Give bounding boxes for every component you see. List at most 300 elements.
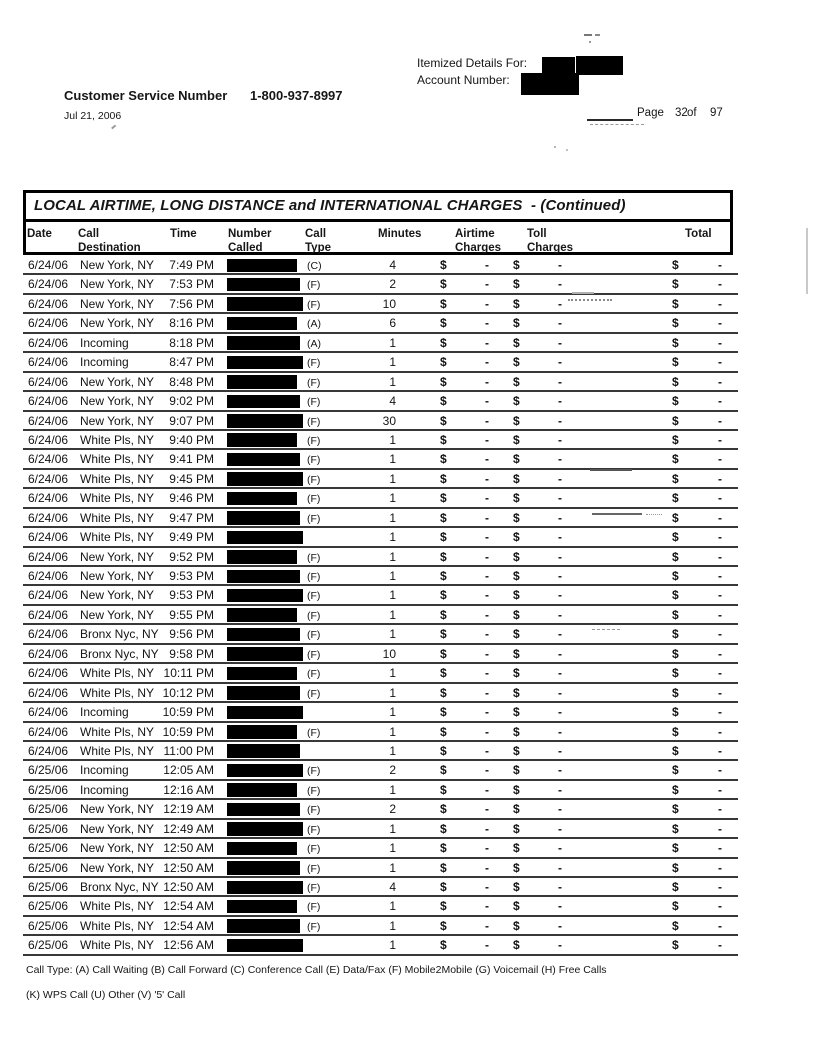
cell-total-amount: - bbox=[718, 316, 722, 331]
table-row bbox=[23, 548, 738, 567]
table-row bbox=[23, 878, 738, 897]
cell-toll-amount: - bbox=[558, 743, 562, 758]
cell-call-destination: White Pls, NY bbox=[80, 743, 155, 758]
cell-airtime-currency: $ bbox=[440, 938, 447, 953]
cell-call-type: (A) bbox=[307, 318, 321, 331]
cell-total-currency: $ bbox=[672, 510, 679, 525]
cell-toll-amount: - bbox=[558, 510, 562, 525]
cell-call-type: (F) bbox=[307, 843, 321, 856]
cell-date: 6/24/06 bbox=[28, 646, 69, 661]
redacted-number-bar bbox=[227, 764, 303, 778]
cell-toll-amount: - bbox=[558, 394, 562, 409]
table-column-headers bbox=[26, 222, 730, 255]
cell-date: 6/24/06 bbox=[28, 627, 69, 642]
cell-minutes: 10 bbox=[382, 646, 396, 661]
cell-total-currency: $ bbox=[672, 549, 679, 564]
table-title: LOCAL AIRTIME, LONG DISTANCE and INTERNATIONAL CHARGES - (Continued) bbox=[26, 193, 730, 222]
cell-call-destination: White Pls, NY bbox=[80, 899, 155, 914]
cell-airtime-amount: - bbox=[485, 841, 489, 856]
cell-time: 9:41 PM bbox=[169, 452, 214, 467]
cell-toll-amount: - bbox=[558, 899, 562, 914]
cell-call-destination: White Pls, NY bbox=[80, 452, 155, 467]
scan-artifact bbox=[566, 149, 568, 151]
cell-time: 9:58 PM bbox=[169, 646, 214, 661]
cell-call-destination: Bronx Nyc, NY bbox=[80, 646, 159, 661]
cell-airtime-amount: - bbox=[485, 335, 489, 350]
cell-call-destination: Incoming bbox=[80, 782, 129, 797]
cell-airtime-currency: $ bbox=[440, 335, 447, 350]
cell-minutes: 2 bbox=[389, 277, 396, 292]
cell-time: 7:53 PM bbox=[169, 277, 214, 292]
cell-toll-currency: $ bbox=[513, 666, 520, 681]
cell-toll-currency: $ bbox=[513, 880, 520, 894]
cell-call-type: (F) bbox=[307, 882, 321, 894]
cell-minutes: 1 bbox=[389, 355, 396, 370]
cell-toll-amount: - bbox=[558, 316, 562, 331]
cell-total-currency: $ bbox=[672, 355, 679, 370]
cell-toll-currency: $ bbox=[513, 918, 520, 933]
cell-time: 10:11 PM bbox=[163, 666, 214, 681]
cell-date: 6/24/06 bbox=[28, 316, 69, 331]
cell-call-type: (F) bbox=[307, 298, 321, 311]
cell-call-type: (F) bbox=[307, 512, 321, 525]
cell-toll-amount: - bbox=[558, 530, 562, 545]
cell-airtime-amount: - bbox=[485, 258, 489, 272]
statement-date: Jul 21, 2006 bbox=[64, 110, 122, 122]
cell-toll-amount: - bbox=[558, 355, 562, 370]
cell-minutes: 1 bbox=[389, 724, 396, 739]
cell-airtime-currency: $ bbox=[440, 258, 447, 272]
table-row bbox=[23, 859, 738, 878]
redacted-number-bar bbox=[227, 356, 303, 370]
charges-table-header-box bbox=[23, 190, 733, 255]
cell-date: 6/24/06 bbox=[28, 452, 69, 467]
cell-call-destination: Incoming bbox=[80, 335, 129, 350]
redacted-number-bar bbox=[227, 686, 300, 700]
cell-time: 9:53 PM bbox=[169, 588, 214, 603]
cell-minutes: 1 bbox=[389, 432, 396, 447]
cell-toll-currency: $ bbox=[513, 782, 520, 797]
redacted-number-bar bbox=[227, 628, 300, 642]
cell-airtime-currency: $ bbox=[440, 471, 447, 486]
cell-call-type: (F) bbox=[307, 726, 321, 739]
cell-airtime-amount: - bbox=[485, 296, 489, 311]
cell-date: 6/25/06 bbox=[28, 821, 69, 836]
cell-toll-amount: - bbox=[558, 918, 562, 933]
cell-total-amount: - bbox=[718, 860, 722, 875]
cell-total-amount: - bbox=[718, 899, 722, 914]
scan-artifact bbox=[584, 34, 592, 36]
cell-airtime-amount: - bbox=[485, 277, 489, 292]
cell-call-destination: White Pls, NY bbox=[80, 918, 155, 933]
cell-airtime-currency: $ bbox=[440, 355, 447, 370]
cell-total-amount: - bbox=[718, 880, 722, 894]
cell-minutes: 1 bbox=[389, 452, 396, 467]
cell-toll-amount: - bbox=[558, 277, 562, 292]
cell-call-destination: New York, NY bbox=[80, 802, 155, 817]
cell-time: 10:12 PM bbox=[162, 685, 214, 700]
cell-minutes: 2 bbox=[389, 802, 396, 817]
cell-call-type: (F) bbox=[307, 765, 321, 778]
redacted-number-bar bbox=[227, 317, 297, 331]
cell-call-destination: White Pls, NY bbox=[80, 666, 155, 681]
cell-airtime-currency: $ bbox=[440, 646, 447, 661]
cell-toll-currency: $ bbox=[513, 569, 520, 583]
cell-airtime-amount: - bbox=[485, 491, 489, 506]
cell-airtime-amount: - bbox=[485, 355, 489, 370]
cell-minutes: 1 bbox=[389, 627, 396, 642]
cell-airtime-amount: - bbox=[485, 782, 489, 797]
cell-minutes: 1 bbox=[389, 860, 396, 875]
cell-call-destination: New York, NY bbox=[80, 277, 155, 292]
cell-toll-amount: - bbox=[558, 705, 562, 720]
scan-artifact bbox=[111, 125, 116, 129]
redacted-number-bar bbox=[227, 706, 303, 720]
cell-total-amount: - bbox=[718, 355, 722, 370]
cell-airtime-amount: - bbox=[485, 918, 489, 933]
cell-total-amount: - bbox=[718, 743, 722, 758]
cell-time: 12:50 AM bbox=[163, 841, 214, 856]
table-row bbox=[23, 917, 738, 936]
cell-airtime-currency: $ bbox=[440, 627, 447, 642]
cell-total-currency: $ bbox=[672, 374, 679, 389]
cell-total-amount: - bbox=[718, 432, 722, 447]
cell-airtime-currency: $ bbox=[440, 918, 447, 933]
cell-time: 9:53 PM bbox=[169, 569, 214, 583]
scan-artifact bbox=[590, 469, 632, 471]
redacted-number-bar bbox=[227, 259, 297, 273]
cell-total-amount: - bbox=[718, 491, 722, 506]
cell-total-currency: $ bbox=[672, 452, 679, 467]
cell-call-type: (F) bbox=[307, 862, 321, 875]
cell-airtime-amount: - bbox=[485, 666, 489, 681]
cell-date: 6/25/06 bbox=[28, 880, 69, 894]
cell-minutes: 1 bbox=[389, 607, 396, 622]
cell-airtime-amount: - bbox=[485, 432, 489, 447]
table-row bbox=[23, 412, 738, 431]
cell-toll-amount: - bbox=[558, 588, 562, 603]
cell-minutes: 1 bbox=[389, 782, 396, 797]
cell-date: 6/24/06 bbox=[28, 705, 69, 720]
cell-airtime-amount: - bbox=[485, 588, 489, 603]
table-row bbox=[23, 392, 738, 411]
cell-date: 6/24/06 bbox=[28, 394, 69, 409]
scan-artifact bbox=[589, 41, 591, 43]
redacted-number-bar bbox=[227, 395, 300, 409]
cell-call-destination: Incoming bbox=[80, 763, 129, 778]
cell-call-type: (F) bbox=[307, 901, 321, 914]
cell-airtime-amount: - bbox=[485, 705, 489, 720]
redacted-customer-name-bar bbox=[576, 56, 623, 75]
cell-total-amount: - bbox=[718, 335, 722, 350]
redacted-number-bar bbox=[227, 725, 297, 739]
cell-toll-amount: - bbox=[558, 549, 562, 564]
cell-minutes: 1 bbox=[389, 569, 396, 583]
redacted-number-bar bbox=[227, 608, 297, 622]
cell-toll-currency: $ bbox=[513, 685, 520, 700]
col-header-minutes: Minutes bbox=[378, 228, 422, 240]
cell-date: 6/25/06 bbox=[28, 763, 69, 778]
table-row bbox=[23, 703, 738, 722]
cell-toll-currency: $ bbox=[513, 277, 520, 292]
cell-call-destination: White Pls, NY bbox=[80, 938, 155, 953]
cell-toll-currency: $ bbox=[513, 938, 520, 953]
cell-total-amount: - bbox=[718, 452, 722, 467]
cell-toll-currency: $ bbox=[513, 296, 520, 311]
cell-airtime-currency: $ bbox=[440, 374, 447, 389]
redacted-number-bar bbox=[227, 919, 300, 933]
cell-time: 12:50 AM bbox=[163, 860, 214, 875]
cell-airtime-amount: - bbox=[485, 860, 489, 875]
scan-artifact bbox=[646, 514, 662, 515]
cell-time: 9:55 PM bbox=[169, 607, 214, 622]
cell-time: 12:19 AM bbox=[163, 802, 214, 817]
cell-total-currency: $ bbox=[672, 666, 679, 681]
cell-total-currency: $ bbox=[672, 335, 679, 350]
cell-toll-amount: - bbox=[558, 646, 562, 661]
cell-date: 6/24/06 bbox=[28, 685, 69, 700]
cell-minutes: 1 bbox=[389, 510, 396, 525]
cell-time: 8:47 PM bbox=[169, 355, 214, 370]
cell-date: 6/24/06 bbox=[28, 335, 69, 350]
cell-call-type: (F) bbox=[307, 784, 321, 797]
cell-airtime-amount: - bbox=[485, 724, 489, 739]
cell-call-type: (F) bbox=[307, 473, 321, 486]
cell-airtime-currency: $ bbox=[440, 880, 447, 894]
cell-total-currency: $ bbox=[672, 569, 679, 583]
cell-total-amount: - bbox=[718, 394, 722, 409]
cell-call-destination: New York, NY bbox=[80, 588, 155, 603]
cell-time: 12:54 AM bbox=[163, 918, 214, 933]
col-header-call-destination: Call Destination bbox=[78, 228, 141, 254]
table-row bbox=[23, 586, 738, 605]
cell-call-destination: New York, NY bbox=[80, 841, 155, 856]
cell-toll-currency: $ bbox=[513, 258, 520, 272]
redacted-number-bar bbox=[227, 472, 303, 486]
cell-total-amount: - bbox=[718, 802, 722, 817]
redacted-number-bar bbox=[227, 783, 297, 797]
col-header-number-called: Number Called bbox=[228, 228, 272, 254]
cell-toll-amount: - bbox=[558, 627, 562, 642]
cell-airtime-currency: $ bbox=[440, 705, 447, 720]
cell-toll-amount: - bbox=[558, 880, 562, 894]
cell-minutes: 6 bbox=[389, 316, 396, 331]
cell-time: 9:46 PM bbox=[169, 491, 214, 506]
cell-call-destination: Incoming bbox=[80, 355, 129, 370]
cell-total-currency: $ bbox=[672, 607, 679, 622]
cell-total-currency: $ bbox=[672, 296, 679, 311]
cell-airtime-amount: - bbox=[485, 821, 489, 836]
cell-date: 6/24/06 bbox=[28, 607, 69, 622]
cell-toll-currency: $ bbox=[513, 627, 520, 642]
cell-toll-currency: $ bbox=[513, 316, 520, 331]
table-row bbox=[23, 684, 738, 703]
cell-airtime-currency: $ bbox=[440, 569, 447, 583]
cell-toll-amount: - bbox=[558, 413, 562, 428]
table-row bbox=[23, 314, 738, 333]
cell-toll-currency: $ bbox=[513, 899, 520, 914]
page-number: 32 bbox=[675, 107, 688, 119]
table-row bbox=[23, 897, 738, 916]
cell-call-destination: New York, NY bbox=[80, 316, 155, 331]
cell-call-type: (F) bbox=[307, 454, 321, 467]
cell-call-destination: White Pls, NY bbox=[80, 724, 155, 739]
cell-time: 9:52 PM bbox=[169, 549, 214, 564]
table-row bbox=[23, 761, 738, 780]
cell-total-currency: $ bbox=[672, 530, 679, 545]
cell-date: 6/24/06 bbox=[28, 724, 69, 739]
cell-airtime-currency: $ bbox=[440, 743, 447, 758]
col-header-date: Date bbox=[27, 228, 52, 240]
cell-total-currency: $ bbox=[672, 763, 679, 778]
cell-minutes: 1 bbox=[389, 899, 396, 914]
cell-airtime-amount: - bbox=[485, 899, 489, 914]
cell-total-amount: - bbox=[718, 471, 722, 486]
cell-airtime-currency: $ bbox=[440, 296, 447, 311]
table-rows bbox=[23, 256, 738, 956]
cell-total-currency: $ bbox=[672, 627, 679, 642]
cell-call-destination: New York, NY bbox=[80, 549, 155, 564]
cell-total-currency: $ bbox=[672, 277, 679, 292]
cell-date: 6/24/06 bbox=[28, 569, 69, 583]
cell-call-type: (F) bbox=[307, 434, 321, 447]
cell-call-type: (F) bbox=[307, 493, 321, 506]
cell-airtime-currency: $ bbox=[440, 510, 447, 525]
cell-total-amount: - bbox=[718, 938, 722, 953]
cell-toll-currency: $ bbox=[513, 452, 520, 467]
cell-toll-currency: $ bbox=[513, 743, 520, 758]
cell-minutes: 1 bbox=[389, 471, 396, 486]
scan-artifact bbox=[568, 299, 612, 301]
redacted-number-bar bbox=[227, 414, 303, 428]
customer-service-label: Customer Service Number bbox=[64, 88, 228, 103]
cell-total-amount: - bbox=[718, 258, 722, 272]
cell-total-amount: - bbox=[718, 685, 722, 700]
table-row bbox=[23, 936, 738, 955]
cell-airtime-currency: $ bbox=[440, 899, 447, 914]
cell-airtime-currency: $ bbox=[440, 724, 447, 739]
cell-call-destination: White Pls, NY bbox=[80, 491, 155, 506]
cell-minutes: 1 bbox=[389, 821, 396, 836]
cell-minutes: 1 bbox=[389, 549, 396, 564]
cell-toll-currency: $ bbox=[513, 549, 520, 564]
cell-toll-amount: - bbox=[558, 782, 562, 797]
table-row bbox=[23, 664, 738, 683]
cell-toll-amount: - bbox=[558, 569, 562, 583]
cell-call-type: (F) bbox=[307, 590, 321, 603]
cell-date: 6/24/06 bbox=[28, 743, 69, 758]
cell-call-type: (F) bbox=[307, 920, 321, 933]
redacted-number-bar bbox=[227, 861, 300, 875]
cell-total-currency: $ bbox=[672, 646, 679, 661]
cell-call-type: (F) bbox=[307, 396, 321, 409]
cell-total-currency: $ bbox=[672, 938, 679, 953]
cell-toll-amount: - bbox=[558, 821, 562, 836]
customer-service-number: 1-800-937-8997 bbox=[250, 88, 343, 103]
redacted-number-bar bbox=[227, 375, 297, 389]
cell-total-currency: $ bbox=[672, 491, 679, 506]
cell-date: 6/24/06 bbox=[28, 355, 69, 370]
cell-toll-amount: - bbox=[558, 860, 562, 875]
table-row bbox=[23, 567, 738, 586]
table-row bbox=[23, 820, 738, 839]
cell-total-amount: - bbox=[718, 821, 722, 836]
cell-call-type: (F) bbox=[307, 629, 321, 642]
cell-airtime-amount: - bbox=[485, 394, 489, 409]
cell-time: 12:56 AM bbox=[163, 938, 214, 953]
table-row bbox=[23, 470, 738, 489]
cell-time: 10:59 PM bbox=[162, 705, 214, 720]
cell-airtime-currency: $ bbox=[440, 588, 447, 603]
account-number-label: Account Number: bbox=[417, 73, 510, 87]
cell-call-destination: New York, NY bbox=[80, 394, 155, 409]
cell-toll-amount: - bbox=[558, 685, 562, 700]
cell-total-currency: $ bbox=[672, 782, 679, 797]
cell-call-type: (F) bbox=[307, 609, 321, 622]
cell-total-amount: - bbox=[718, 549, 722, 564]
cell-toll-amount: - bbox=[558, 258, 562, 272]
cell-date: 6/25/06 bbox=[28, 860, 69, 875]
cell-airtime-amount: - bbox=[485, 627, 489, 642]
cell-time: 10:59 PM bbox=[162, 724, 214, 739]
table-row bbox=[23, 256, 738, 275]
cell-call-type: (A) bbox=[307, 337, 321, 350]
cell-airtime-currency: $ bbox=[440, 763, 447, 778]
cell-minutes: 1 bbox=[389, 743, 396, 758]
cell-airtime-currency: $ bbox=[440, 530, 447, 545]
cell-time: 12:05 AM bbox=[163, 763, 214, 778]
table-row bbox=[23, 450, 738, 469]
cell-time: 9:07 PM bbox=[169, 413, 214, 428]
cell-date: 6/24/06 bbox=[28, 374, 69, 389]
cell-date: 6/24/06 bbox=[28, 510, 69, 525]
redacted-number-bar bbox=[227, 842, 297, 856]
cell-toll-amount: - bbox=[558, 763, 562, 778]
redacted-number-bar bbox=[227, 803, 300, 817]
cell-airtime-amount: - bbox=[485, 316, 489, 331]
table-row bbox=[23, 373, 738, 392]
cell-total-amount: - bbox=[718, 296, 722, 311]
cell-airtime-amount: - bbox=[485, 938, 489, 953]
cell-total-currency: $ bbox=[672, 471, 679, 486]
cell-toll-currency: $ bbox=[513, 335, 520, 350]
cell-toll-currency: $ bbox=[513, 821, 520, 836]
cell-toll-currency: $ bbox=[513, 607, 520, 622]
table-row bbox=[23, 295, 738, 314]
redacted-number-bar bbox=[227, 511, 300, 525]
cell-call-type: (F) bbox=[307, 279, 321, 292]
cell-date: 6/25/06 bbox=[28, 918, 69, 933]
cell-date: 6/25/06 bbox=[28, 782, 69, 797]
cell-toll-currency: $ bbox=[513, 355, 520, 370]
redacted-number-bar bbox=[227, 822, 303, 836]
table-row bbox=[23, 509, 738, 528]
cell-minutes: 1 bbox=[389, 938, 396, 953]
cell-call-type: (F) bbox=[307, 687, 321, 700]
cell-minutes: 10 bbox=[382, 296, 396, 311]
cell-time: 12:49 AM bbox=[163, 821, 214, 836]
cell-toll-currency: $ bbox=[513, 394, 520, 409]
call-type-legend-line1: Call Type: (A) Call Waiting (B) Call Forward (C) Conference Call (E) Data/Fax (F) Mobile2Mobile (G) Voicemail (H) Free Calls bbox=[26, 964, 607, 976]
cell-total-amount: - bbox=[718, 569, 722, 583]
cell-call-destination: New York, NY bbox=[80, 607, 155, 622]
cell-minutes: 1 bbox=[389, 918, 396, 933]
cell-call-type: (F) bbox=[307, 376, 321, 389]
cell-toll-currency: $ bbox=[513, 471, 520, 486]
cell-total-amount: - bbox=[718, 782, 722, 797]
cell-total-currency: $ bbox=[672, 432, 679, 447]
cell-total-amount: - bbox=[718, 374, 722, 389]
